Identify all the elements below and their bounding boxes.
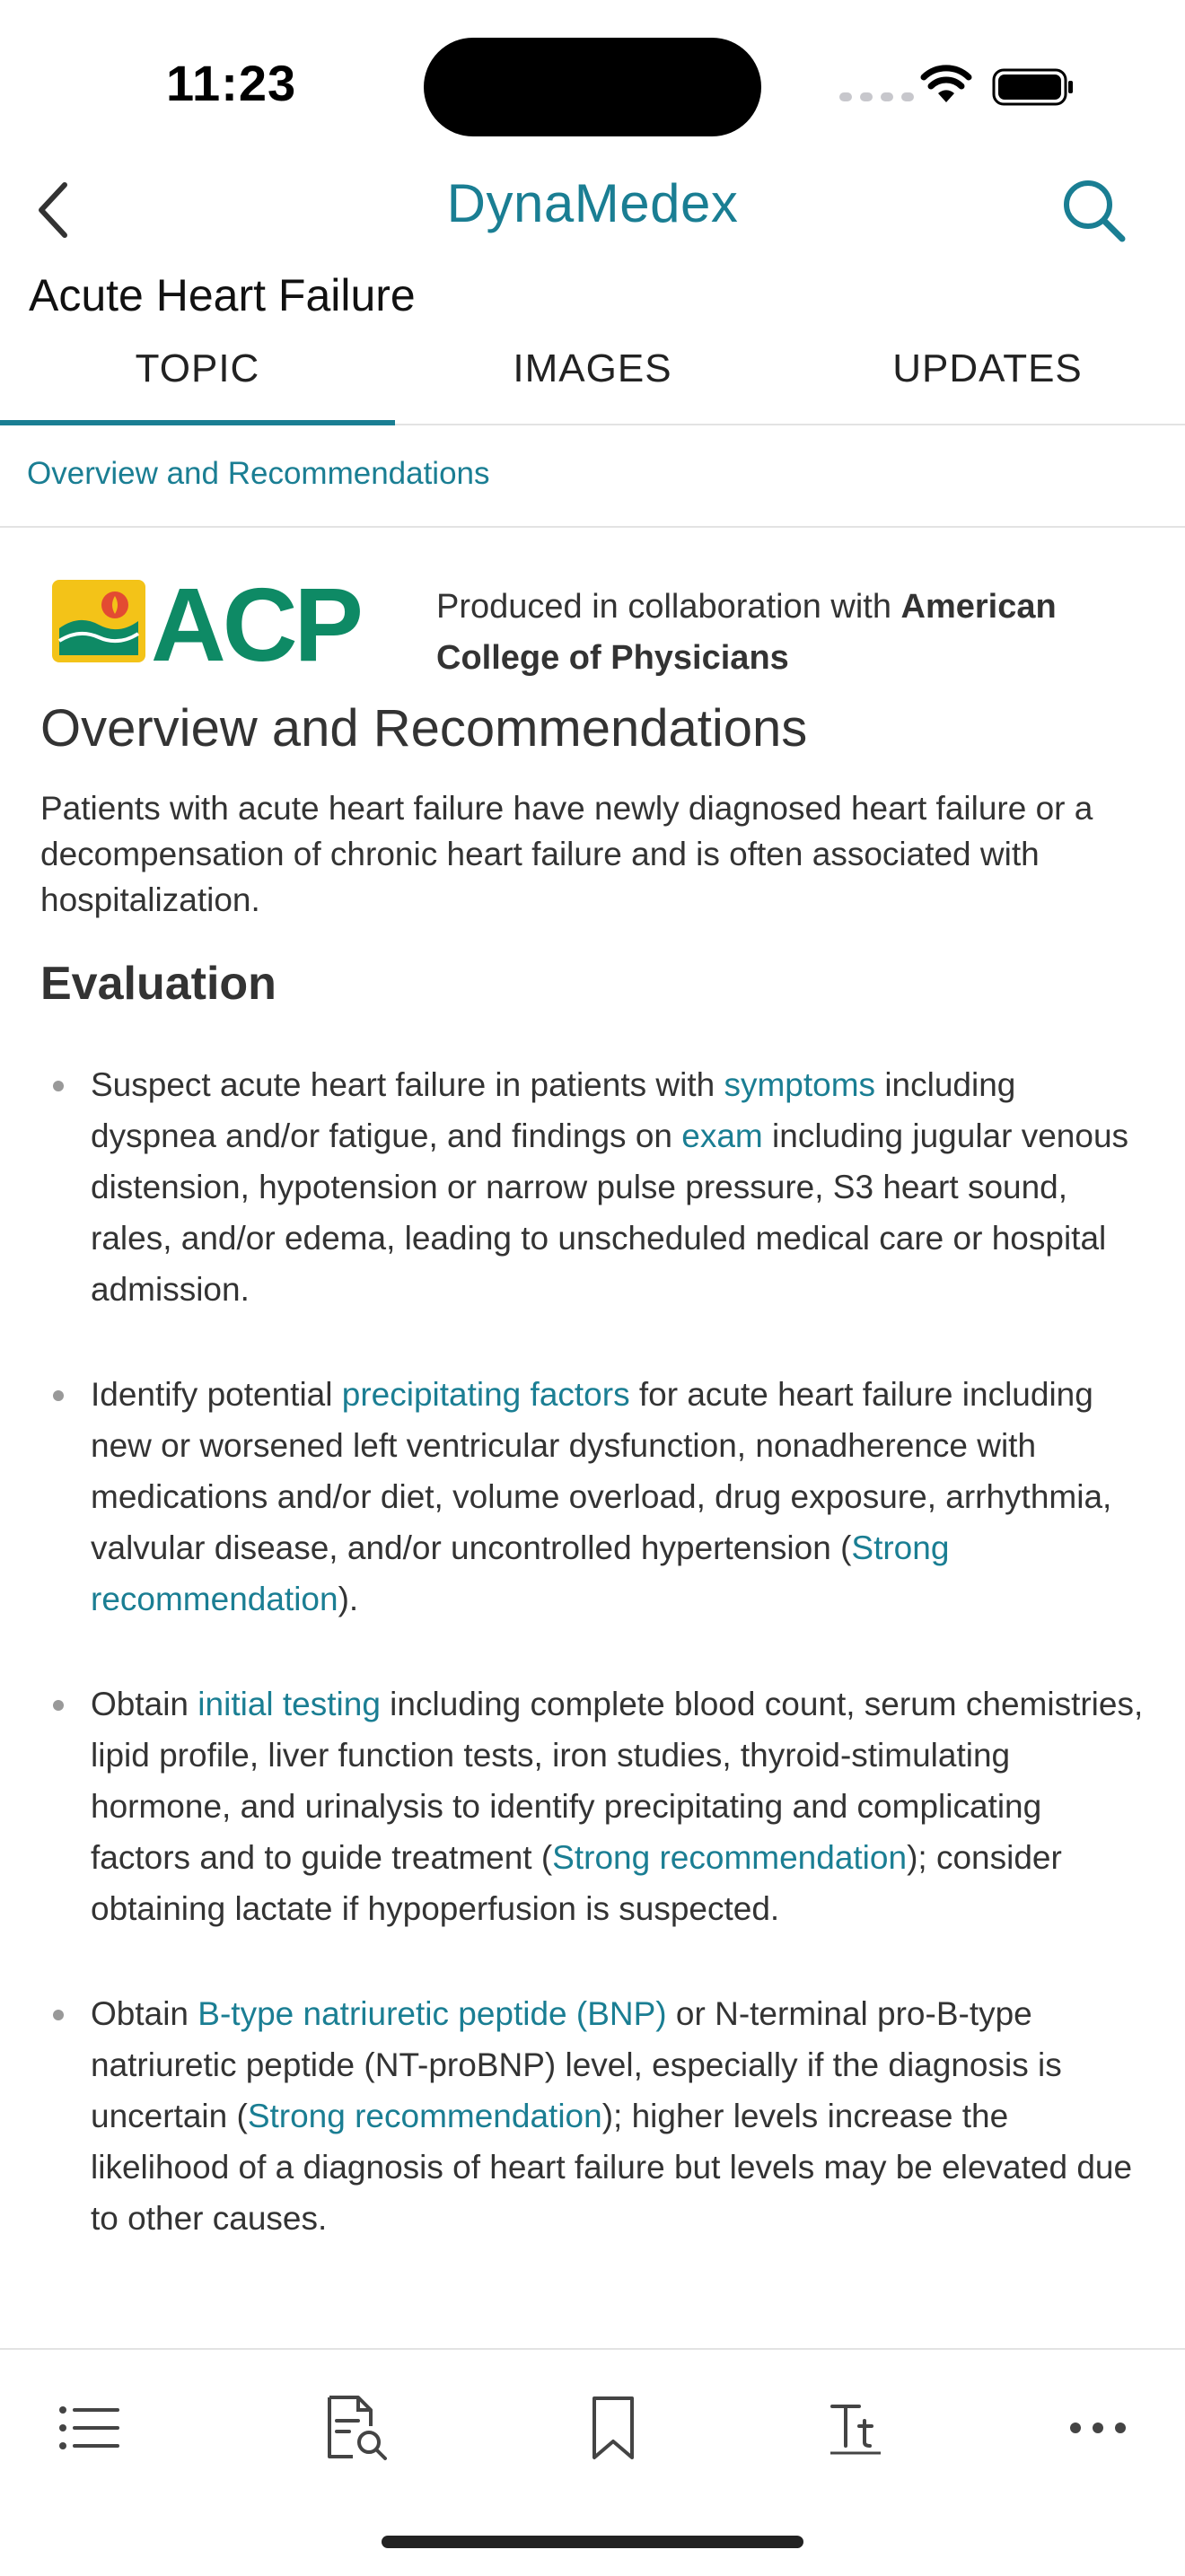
bnp-link[interactable]: B-type natriuretic peptide (BNP): [198, 1995, 667, 2032]
bullet-dot: [53, 1700, 64, 1711]
bullet-dot: [53, 2010, 64, 2020]
section-divider: [0, 526, 1185, 528]
more-icon: [1069, 2422, 1127, 2434]
list-item: Identify potential precipitating factors for acute heart failure including new or worsened left ventricular dysfunction, nonadherence with medications and/or diet, volume overload, drug exposure, arrhythmia, valvular disease, and/or uncontrolled hypertension (Strong recommendation).: [40, 1369, 1145, 1625]
status-time: 11:23: [166, 55, 297, 111]
tab-bar: [0, 334, 1185, 425]
more-button[interactable]: [1058, 2388, 1138, 2468]
bookmark-button[interactable]: [573, 2388, 654, 2468]
exam-link[interactable]: exam: [681, 1117, 763, 1154]
battery-icon: [992, 68, 1075, 106]
home-indicator: [382, 2536, 803, 2548]
text-size-icon: [829, 2401, 882, 2455]
cellular-signal-icon: [839, 92, 914, 101]
strong-recommendation-link[interactable]: Strong recommendation: [552, 1839, 908, 1876]
dynamic-island: [424, 38, 761, 136]
list-item: Obtain initial testing including complete blood count, serum chemistries, lipid profile, liver function tests, iron studies, thyroid-stimulating hormone, and urinalysis to identify precipitating and complicating factors and to guide treatment (Strong recommendation); consider obtaining lactate if hypoperfusion is suspected.: [40, 1678, 1145, 1934]
symptoms-link[interactable]: symptoms: [724, 1066, 876, 1103]
list-item: Suspect acute heart failure in patients with symptoms including dyspnea and/or fatigue, and findings on exam including jugular venous distension, hypotension or narrow pulse pressure, S3 heart sound, rales, and/or edema, leading to unscheduled medical care or hospital admission.: [40, 1059, 1145, 1315]
tab-updates[interactable]: UPDATES: [892, 346, 1083, 390]
svg-text:ACP: ACP: [151, 574, 360, 673]
initial-testing-link[interactable]: initial testing: [198, 1686, 381, 1722]
collaboration-org: American College of Physicians: [436, 588, 1057, 677]
acp-logo: [52, 574, 393, 673]
tab-topic[interactable]: TOPIC: [0, 334, 395, 424]
strong-recommendation-link[interactable]: Strong recommendation: [91, 1529, 950, 1617]
document-search-icon: [322, 2394, 391, 2462]
collaboration-note: Produced in collaboration with American College of Physicians: [436, 588, 1057, 677]
tab-images[interactable]: IMAGES: [513, 346, 672, 390]
overview-heading: Overview and Recommendations: [40, 699, 808, 758]
text-size-button[interactable]: [815, 2388, 896, 2468]
precipitating-factors-link[interactable]: precipitating factors: [341, 1376, 630, 1413]
intro-paragraph: Patients with acute heart failure have newly diagnosed heart failure or a decompensation of chronic heart failure and is often associated with hospitalization.: [40, 790, 1093, 918]
section-jump-link[interactable]: Overview and Recommendations: [27, 456, 490, 491]
list-icon: [58, 2405, 121, 2450]
bullet-dot: [53, 1081, 64, 1091]
find-in-page-button[interactable]: [316, 2388, 397, 2468]
strong-recommendation-link[interactable]: Strong recommendation: [247, 2098, 602, 2134]
search-icon[interactable]: [1059, 176, 1128, 244]
topic-title: Acute Heart Failure: [29, 270, 416, 320]
bookmark-icon: [591, 2395, 636, 2461]
wifi-icon: [920, 65, 972, 104]
evaluation-heading: Evaluation: [40, 958, 276, 1010]
app-brand: DynaMedex: [446, 173, 739, 233]
bullet-dot: [53, 1390, 64, 1401]
evaluation-list: [40, 1059, 1145, 2298]
list-item: Obtain B-type natriuretic peptide (BNP) or N-terminal pro-B-type natriuretic peptide (NT-proBNP) level, especially if the diagnosis is uncertain (Strong recommendation); higher levels increase the likelihood of a diagnosis of heart failure but levels may be elevated due to other causes.: [40, 1988, 1145, 2244]
outline-button[interactable]: [49, 2388, 130, 2468]
